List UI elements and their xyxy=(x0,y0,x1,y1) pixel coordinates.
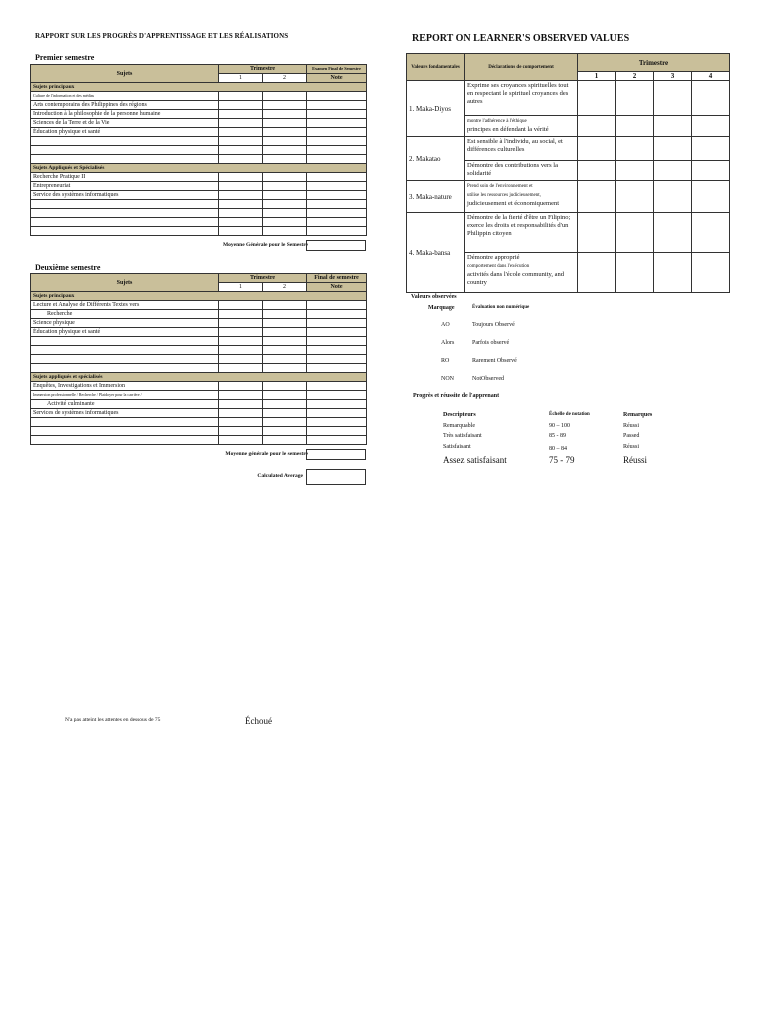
grade-cell[interactable] xyxy=(263,92,307,101)
core-value-makatao: 2. Makatao xyxy=(407,137,465,181)
sem2-grades-table xyxy=(30,273,367,445)
grade-cell[interactable] xyxy=(263,137,307,146)
rating-cell[interactable] xyxy=(616,137,654,161)
table-row xyxy=(31,182,367,191)
table-row xyxy=(31,101,367,110)
grade-cell[interactable] xyxy=(307,346,367,355)
subject-name: Culture de l'information et des médias xyxy=(31,92,219,101)
grade-cell[interactable] xyxy=(307,191,367,200)
table-row xyxy=(31,310,367,319)
grade-cell[interactable] xyxy=(263,173,307,182)
grade-cell[interactable] xyxy=(263,418,307,427)
table-row xyxy=(31,128,367,137)
table-row xyxy=(31,173,367,182)
sem1-note-header: Note xyxy=(307,74,367,83)
fail-remark: Échoué xyxy=(245,716,272,726)
quarter-1: 1 xyxy=(578,72,616,81)
table-row xyxy=(31,200,367,209)
grade-cell[interactable] xyxy=(219,346,263,355)
grade-cell[interactable] xyxy=(263,310,307,319)
grade-cell[interactable] xyxy=(307,391,367,400)
core-value-maka-bansa: 4. Maka-bansa xyxy=(407,213,465,293)
grade-cell[interactable] xyxy=(219,418,263,427)
grade-cell[interactable] xyxy=(307,310,367,319)
left-report-title: RAPPORT SUR LES PROGRÈS D'APPRENTISSAGE ET LES RÉALISATIONS xyxy=(35,32,289,40)
sem1-average-label: Moyenne Générale pour le Semestre xyxy=(222,242,308,248)
sem2-quarter-header: Trimestre xyxy=(219,274,307,283)
table-row xyxy=(31,110,367,119)
rating-cell[interactable] xyxy=(692,116,730,137)
grade-cell[interactable] xyxy=(219,128,263,137)
behavior-statement: Démontre de la fierté d'être un Filipino; exerce les droits et responsabilités d'un Philippin citoyen xyxy=(465,213,578,253)
rating-cell[interactable] xyxy=(578,81,616,116)
calculated-average-label: Calculated Average xyxy=(257,473,303,479)
table-row xyxy=(31,155,367,164)
descriptor: Remarquable xyxy=(443,423,475,429)
grade-cell[interactable] xyxy=(307,128,367,137)
grade-cell[interactable] xyxy=(219,436,263,445)
grade-cell[interactable] xyxy=(263,119,307,128)
rating-cell[interactable] xyxy=(654,161,692,181)
grade-cell[interactable] xyxy=(219,182,263,191)
remark: Réussi xyxy=(623,455,648,465)
rating-cell[interactable] xyxy=(578,181,616,213)
rating-cell[interactable] xyxy=(616,161,654,181)
subject-name: Service des systèmes informatiques xyxy=(31,191,219,200)
marking-code: NON xyxy=(441,376,454,382)
grade-cell[interactable] xyxy=(263,209,307,218)
table-row xyxy=(31,191,367,200)
grade-cell[interactable] xyxy=(219,146,263,155)
descriptor: Satisfaisant xyxy=(443,444,471,450)
grade-cell[interactable] xyxy=(307,119,367,128)
grade-cell[interactable] xyxy=(307,200,367,209)
grade-cell[interactable] xyxy=(219,191,263,200)
statement-line: Prend soin de l'environnement et xyxy=(467,184,533,189)
subject-name: Sciences de la Terre et de la Vie xyxy=(31,119,219,128)
sem2-note-header: Note xyxy=(307,283,367,292)
grade-cell[interactable] xyxy=(219,391,263,400)
marking-desc: NotObserved xyxy=(472,376,504,382)
table-row xyxy=(31,218,367,227)
grade-cell[interactable] xyxy=(219,301,263,310)
subject-name: Éducation physique et santé xyxy=(31,328,219,337)
remarks-header: Remarques xyxy=(623,412,653,418)
grade-cell[interactable] xyxy=(263,301,307,310)
grade-cell[interactable] xyxy=(307,418,367,427)
grade-cell[interactable] xyxy=(263,227,307,236)
behavior-statements-header: Déclarations de comportement xyxy=(465,54,578,81)
rating-cell[interactable] xyxy=(692,161,730,181)
subject-name: Recherche Pratique II xyxy=(31,173,219,182)
rating-cell[interactable] xyxy=(578,213,616,253)
grade-cell[interactable] xyxy=(307,173,367,182)
table-row xyxy=(31,364,367,373)
rating-cell[interactable] xyxy=(654,181,692,213)
table-row xyxy=(31,92,367,101)
descriptors-header: Descripteurs xyxy=(443,412,476,418)
empty-cell xyxy=(31,427,219,436)
rating-cell[interactable] xyxy=(616,213,654,253)
sem1-subjects-header: Sujets xyxy=(31,65,219,83)
grade-cell[interactable] xyxy=(219,400,263,409)
behavior-statement: Exprime ses croyances spirituelles tout en respectant le spirituel croyances des autres xyxy=(465,81,578,116)
grade-cell[interactable] xyxy=(307,337,367,346)
grade-cell[interactable] xyxy=(219,110,263,119)
grade-cell[interactable] xyxy=(263,346,307,355)
behavior-statement xyxy=(465,253,578,293)
grade-cell[interactable] xyxy=(263,200,307,209)
statement-line: comportement dans l'exécution xyxy=(467,264,530,269)
sem1-core-category: Sujets principaux xyxy=(31,83,367,92)
quarter-3: 3 xyxy=(654,72,692,81)
sem2-core-category: Sujets principaux xyxy=(31,292,367,301)
subject-name: Science physique xyxy=(31,319,219,328)
grade-cell[interactable] xyxy=(263,328,307,337)
grade-cell[interactable] xyxy=(219,427,263,436)
empty-cell xyxy=(31,346,219,355)
grade-cell[interactable] xyxy=(219,155,263,164)
progress-title: Progrès et réussite de l'apprenant xyxy=(413,393,500,399)
rating-cell[interactable] xyxy=(578,116,616,137)
marking-code: RO xyxy=(441,358,450,364)
grade-cell[interactable] xyxy=(263,101,307,110)
sem1-q1: 1 xyxy=(219,74,263,83)
grading-scale: 80 – 84 xyxy=(549,446,567,452)
empty-cell xyxy=(31,200,219,209)
grade-cell[interactable] xyxy=(263,146,307,155)
rating-cell[interactable] xyxy=(616,253,654,293)
marking-desc: Toujours Observé xyxy=(472,322,515,328)
grade-cell[interactable] xyxy=(263,319,307,328)
table-row xyxy=(31,382,367,391)
behavior-statement xyxy=(465,181,578,213)
grade-cell[interactable] xyxy=(219,92,263,101)
scale-header: Échelle de notation xyxy=(549,412,590,417)
grade-cell[interactable] xyxy=(219,337,263,346)
grade-cell[interactable] xyxy=(263,191,307,200)
grade-cell[interactable] xyxy=(307,400,367,409)
grade-cell[interactable] xyxy=(219,227,263,236)
subject-name: Éducation physique et santé xyxy=(31,128,219,137)
descriptor: Assez satisfaisant xyxy=(443,455,507,465)
grade-cell[interactable] xyxy=(307,427,367,436)
values-quarter-header: Trimestre xyxy=(578,54,730,72)
grade-cell[interactable] xyxy=(219,409,263,418)
behavior-statement: Démontre des contributions vers la solidarité xyxy=(465,161,578,181)
remark: Réussi xyxy=(623,423,640,429)
grade-cell[interactable] xyxy=(219,310,263,319)
sem1-applied-category: Sujets Appliqués et Spécialisés xyxy=(31,164,367,173)
quarter-4: 4 xyxy=(692,72,730,81)
rating-cell[interactable] xyxy=(654,253,692,293)
grading-scale: 75 - 79 xyxy=(549,455,575,465)
sem2-average-box[interactable] xyxy=(306,449,366,460)
grade-cell[interactable] xyxy=(219,200,263,209)
subject-name: Enquêtes, Investigations et Immersion xyxy=(31,382,219,391)
rating-cell[interactable] xyxy=(692,81,730,116)
grade-cell[interactable] xyxy=(307,182,367,191)
behavior-statement xyxy=(465,116,578,137)
empty-cell xyxy=(31,418,219,427)
rating-cell[interactable] xyxy=(578,137,616,161)
rating-cell[interactable] xyxy=(654,81,692,116)
subject-name: Introduction à la philosophie de la personne humaine xyxy=(31,110,219,119)
empty-cell xyxy=(31,364,219,373)
grade-cell[interactable] xyxy=(263,337,307,346)
observed-values-title: Valeurs observées xyxy=(411,294,457,300)
empty-cell xyxy=(31,436,219,445)
grade-cell[interactable] xyxy=(263,182,307,191)
rating-cell[interactable] xyxy=(616,116,654,137)
grade-cell[interactable] xyxy=(219,137,263,146)
table-row xyxy=(31,301,367,310)
rating-cell[interactable] xyxy=(578,253,616,293)
rating-cell[interactable] xyxy=(692,137,730,161)
marking-header: Marquage xyxy=(428,305,455,311)
table-row xyxy=(31,346,367,355)
marking-code: AO xyxy=(441,322,450,328)
sem1-grades-table xyxy=(30,64,367,236)
grade-cell[interactable] xyxy=(263,218,307,227)
table-row xyxy=(31,209,367,218)
grade-cell[interactable] xyxy=(307,409,367,418)
table-row xyxy=(31,319,367,328)
table-row xyxy=(31,355,367,364)
grade-cell[interactable] xyxy=(307,92,367,101)
rating-cell[interactable] xyxy=(692,181,730,213)
fail-descriptor: N'a pas atteint les attentes en dessous de 75 xyxy=(65,717,161,723)
sem2-q1: 1 xyxy=(219,283,263,292)
grade-cell[interactable] xyxy=(263,364,307,373)
grade-cell[interactable] xyxy=(307,209,367,218)
statement-line: utilise les ressources judicieusement, xyxy=(467,193,541,198)
rating-header: Évaluation non numérique xyxy=(472,305,530,310)
grade-cell[interactable] xyxy=(307,436,367,445)
rating-cell[interactable] xyxy=(692,253,730,293)
grade-cell[interactable] xyxy=(219,173,263,182)
right-report-title: REPORT ON LEARNER'S OBSERVED VALUES xyxy=(412,33,630,44)
core-value-maka-diyos: 1. Maka-Diyos xyxy=(407,81,465,137)
grade-cell[interactable] xyxy=(263,155,307,164)
subject-name: Lecture et Analyse de Différents Textes vers xyxy=(31,301,219,310)
observed-values-table xyxy=(406,53,730,293)
grade-cell[interactable] xyxy=(307,364,367,373)
marking-desc: Parfois observé xyxy=(472,340,510,346)
grade-cell[interactable] xyxy=(307,146,367,155)
grade-cell[interactable] xyxy=(219,101,263,110)
grade-cell[interactable] xyxy=(307,218,367,227)
grade-cell[interactable] xyxy=(219,382,263,391)
subject-name: Immersion professionnelle / Recherche / Plaidoyer pour la carrière / xyxy=(31,391,219,400)
subject-name: Services de systèmes informatiques xyxy=(31,409,219,418)
grade-cell[interactable] xyxy=(307,355,367,364)
empty-cell xyxy=(31,355,219,364)
grade-cell[interactable] xyxy=(219,319,263,328)
table-row xyxy=(31,400,367,409)
rating-cell[interactable] xyxy=(578,161,616,181)
table-row xyxy=(31,119,367,128)
grade-cell[interactable] xyxy=(263,355,307,364)
grade-cell[interactable] xyxy=(307,155,367,164)
rating-cell[interactable] xyxy=(654,213,692,253)
grade-cell[interactable] xyxy=(219,209,263,218)
empty-cell xyxy=(31,209,219,218)
subject-name: Arts contemporains des Philippines des régions xyxy=(31,101,219,110)
grade-cell[interactable] xyxy=(307,137,367,146)
subject-name: Entrepreneuriat xyxy=(31,182,219,191)
table-row xyxy=(31,427,367,436)
empty-cell xyxy=(31,337,219,346)
rating-cell[interactable] xyxy=(654,116,692,137)
table-row xyxy=(31,328,367,337)
rating-cell[interactable] xyxy=(616,181,654,213)
statement-line: montre l'adhérence à l'éthique xyxy=(467,119,527,124)
table-row xyxy=(31,337,367,346)
subject-name: Activité culminante xyxy=(31,400,219,409)
statement-line: activités dans l'école community, and country xyxy=(467,271,564,286)
sem1-average-box[interactable] xyxy=(306,240,366,251)
empty-cell xyxy=(31,227,219,236)
grade-cell[interactable] xyxy=(307,382,367,391)
quarter-2: 2 xyxy=(616,72,654,81)
remark: Passed xyxy=(623,433,640,439)
empty-cell xyxy=(31,218,219,227)
descriptor: Très satisfaisant xyxy=(443,433,482,439)
marking-desc: Rarement Observé xyxy=(472,358,517,364)
grade-cell[interactable] xyxy=(263,391,307,400)
sem2-average-label: Moyenne générale pour le semestre xyxy=(225,451,308,457)
grade-cell[interactable] xyxy=(219,355,263,364)
calculated-average-box[interactable] xyxy=(306,469,366,485)
grade-cell[interactable] xyxy=(263,409,307,418)
statement-line: principes en défendant la vérité xyxy=(467,126,549,133)
table-row xyxy=(31,137,367,146)
core-value-maka-kalikasan: 3. Maka-nature xyxy=(407,181,465,213)
core-values-header: Valeurs fondamentales xyxy=(407,54,465,81)
sem2-title: Deuxième semestre xyxy=(35,263,101,272)
rating-cell[interactable] xyxy=(654,137,692,161)
sem1-q2: 2 xyxy=(263,74,307,83)
rating-cell[interactable] xyxy=(616,81,654,116)
sem2-q2: 2 xyxy=(263,283,307,292)
grade-cell[interactable] xyxy=(219,119,263,128)
sem2-subjects-header: Sujets xyxy=(31,274,219,292)
grading-scale: 85 - 89 xyxy=(549,433,566,439)
grade-cell[interactable] xyxy=(263,427,307,436)
sem2-applied-category: Sujets appliqués et spécialisés xyxy=(31,373,367,382)
grade-cell[interactable] xyxy=(263,382,307,391)
grade-cell[interactable] xyxy=(263,400,307,409)
grade-cell[interactable] xyxy=(219,364,263,373)
grade-cell[interactable] xyxy=(307,227,367,236)
statement-line: judicieusement et économiquement xyxy=(467,200,560,207)
table-row xyxy=(31,391,367,400)
grade-cell[interactable] xyxy=(263,110,307,119)
sem1-final-header: Examen Final de Semestre xyxy=(307,65,367,74)
behavior-statement: Est sensible à l'individu, au social, et différences culturelles xyxy=(465,137,578,161)
empty-cell xyxy=(31,137,219,146)
sem1-quarter-header: Trimestre xyxy=(219,65,307,74)
grade-cell[interactable] xyxy=(307,101,367,110)
table-row xyxy=(31,409,367,418)
grade-cell[interactable] xyxy=(219,218,263,227)
grade-cell[interactable] xyxy=(307,110,367,119)
grade-cell[interactable] xyxy=(307,328,367,337)
table-row xyxy=(31,146,367,155)
statement-line: Démontre approprié xyxy=(467,254,520,261)
grade-cell[interactable] xyxy=(263,128,307,137)
table-row xyxy=(31,418,367,427)
subject-name: Recherche xyxy=(31,310,219,319)
marking-code: Alors xyxy=(441,340,455,346)
grade-cell[interactable] xyxy=(219,328,263,337)
grade-cell[interactable] xyxy=(307,319,367,328)
grade-cell[interactable] xyxy=(263,436,307,445)
table-row xyxy=(31,227,367,236)
grading-scale: 90 – 100 xyxy=(549,423,570,429)
table-row xyxy=(31,436,367,445)
remark: Réussi xyxy=(623,444,640,450)
empty-cell xyxy=(31,155,219,164)
sem2-final-header: Final de semestre xyxy=(307,274,367,283)
empty-cell xyxy=(31,146,219,155)
sem1-title: Premier semestre xyxy=(35,53,95,62)
rating-cell[interactable] xyxy=(692,213,730,253)
grade-cell[interactable] xyxy=(307,301,367,310)
